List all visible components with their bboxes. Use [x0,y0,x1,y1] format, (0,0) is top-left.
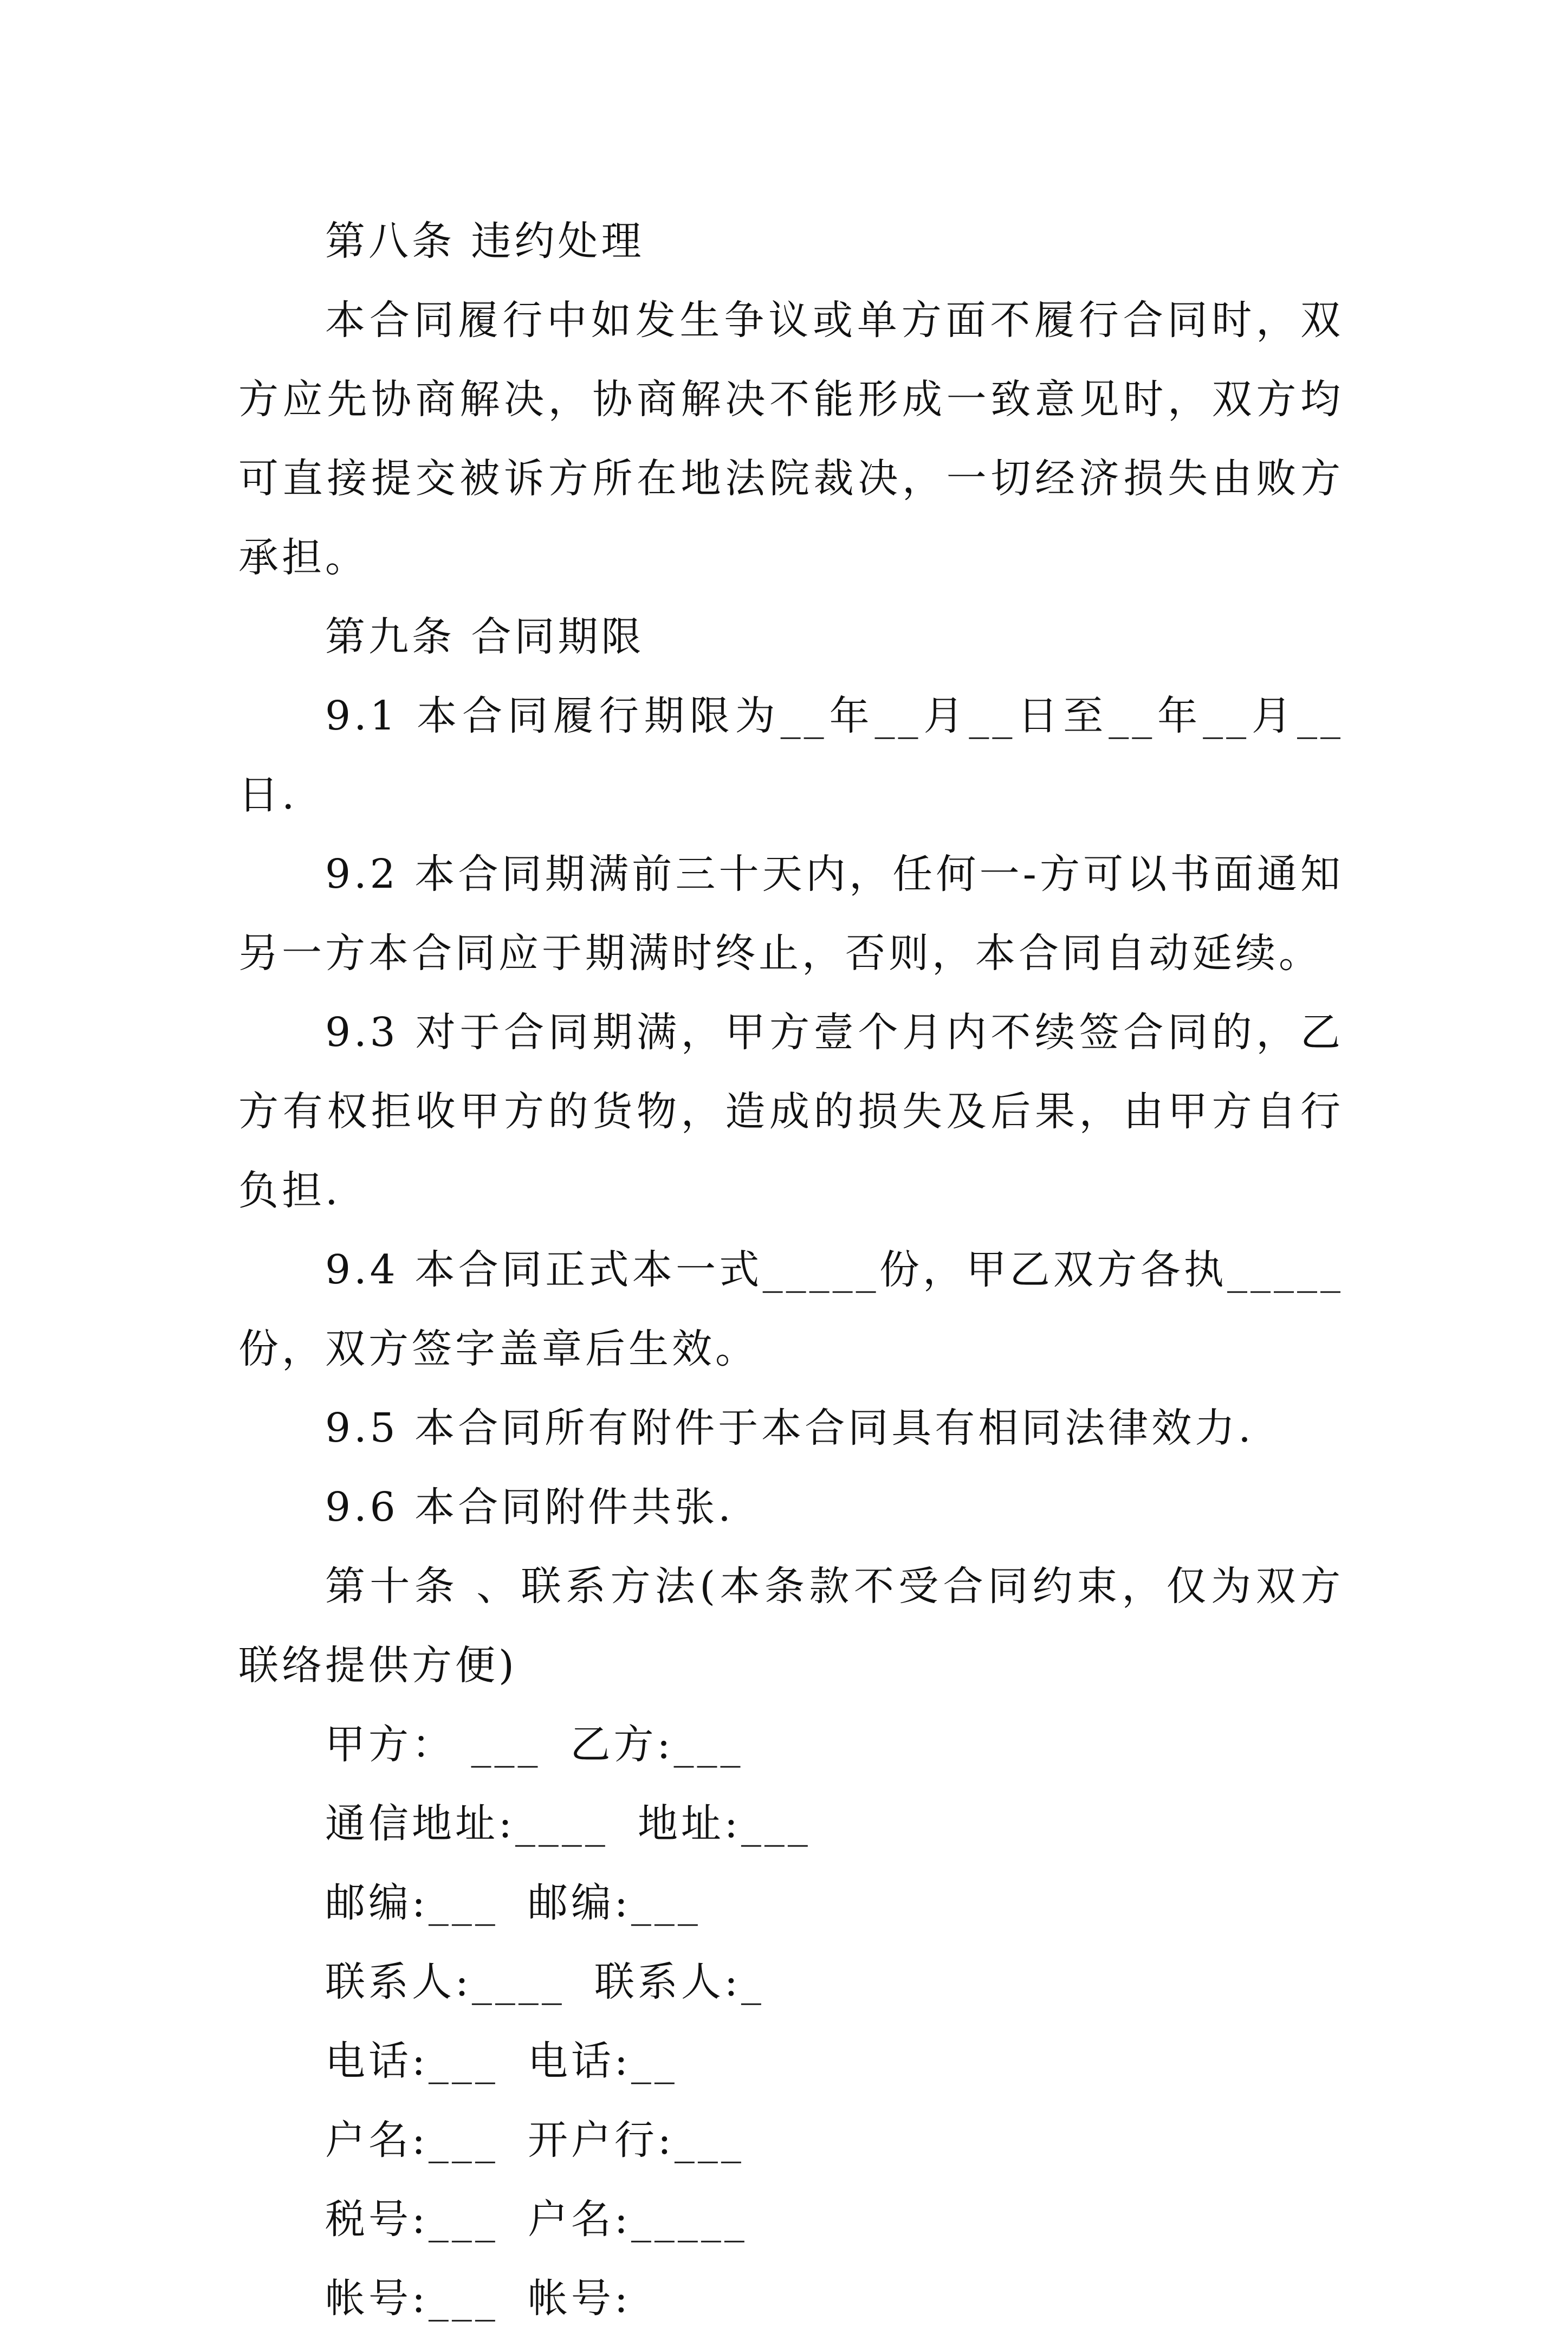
party-b-postcode-field: 邮编:___ [527,1880,701,1926]
contact-field-row [238,2021,1344,2101]
article-8-heading: 第八条 违约处理 [325,218,645,264]
clause-9-6: 9.6 本合同附件共张. [325,1484,734,1530]
contact-field-row [238,2101,1344,2180]
party-a-account-name-field: 户名:___ [325,2117,498,2163]
contact-field-row [238,1705,1344,1784]
party-b-bank-field: 开户行:___ [527,2117,744,2163]
party-b-account-name-field: 户名:_____ [527,2196,748,2243]
party-a-phone-field: 电话:___ [325,2038,498,2084]
contract-content [238,202,1344,2338]
clause-9-1: 9.1 本合同履行期限为__年__月__日至__年__月__日. [238,693,1344,818]
clause-9-2: 9.2 本合同期满前三十天内，任何一-方可以书面通知另一方本合同应于期满时终止，否则，本合同自动延续。 [238,851,1344,977]
contact-field-row [238,1863,1344,1942]
clause-9-5: 9.5 本合同所有附件于本合同具有相同法律效力. [325,1405,1254,1451]
party-a-address-field: 通信地址:____ [325,1800,608,1847]
party-b-field: 乙方:___ [570,1721,744,1768]
party-a-postcode-field: 邮编:___ [325,1880,498,1926]
party-a-account-number-field: 帐号:___ [325,2275,498,2322]
party-a-field: 甲方： ___ [325,1721,541,1768]
party-a-contact-field: 联系人:____ [325,1959,565,2005]
article-9-heading: 第九条 合同期限 [325,613,645,660]
contact-field-row [238,2259,1344,2338]
contact-field-row [238,1784,1344,1863]
article-10-heading: 第十条 、联系方法(本条款不受合同约束，仅为双方联络提供方便) [238,1563,1344,1689]
contact-field-row [238,1942,1344,2021]
party-b-contact-field: 联系人:_ [594,1959,764,2005]
party-b-phone-field: 电话:__ [527,2038,678,2084]
contact-field-row [238,2180,1344,2259]
clause-9-3: 9.3 对于合同期满，甲方壹个月内不续签合同的，乙方有权拒收甲方的货物，造成的损失及后果，由甲方自行负担. [238,1009,1344,1214]
party-a-tax-number-field: 税号:___ [325,2196,498,2243]
party-b-address-field: 地址:___ [637,1800,811,1847]
clause-9-4: 9.4 本合同正式本一式_____份，甲乙双方各执_____份，双方签字盖章后生效。 [238,1246,1344,1372]
article-8-body: 本合同履行中如发生争议或单方面不履行合同时，双方应先协商解决，协商解决不能形成一致意见时，双方均可直接提交被诉方所在地法院裁决，一切经济损失由败方承担。 [238,297,1344,581]
party-b-account-number-field: 帐号: [527,2275,631,2322]
